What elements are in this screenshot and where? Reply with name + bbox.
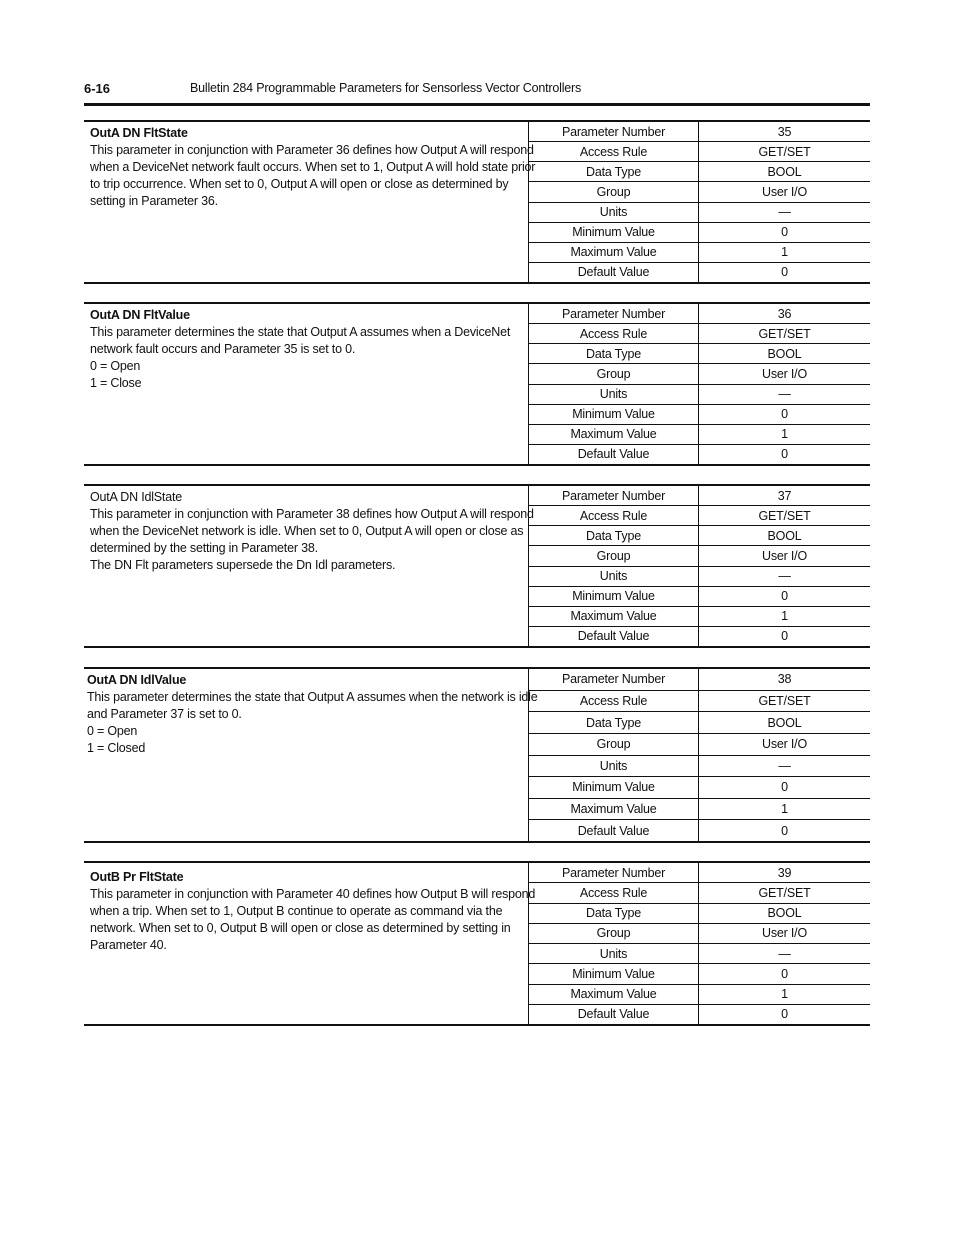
description-line: This parameter in conjunction with Parameter 38 defines how Output A will respond [90, 507, 534, 521]
spec-value: — [778, 946, 791, 961]
spec-row-units [529, 944, 870, 964]
description-line: setting in Parameter 36. [90, 194, 218, 208]
spec-label: Data Type [529, 344, 699, 363]
spec-value: 0 [781, 407, 788, 422]
spec-label: Data Type [529, 526, 699, 545]
spec-row-parameter-number [529, 486, 870, 506]
description-line: Parameter 40. [90, 938, 167, 952]
spec-row-access-rule [529, 691, 870, 713]
spec-value: GET/SET [758, 508, 811, 523]
description-line: and Parameter 37 is set to 0. [87, 707, 242, 721]
spec-label: Access Rule [529, 506, 699, 525]
spec-value: 0 [781, 225, 788, 240]
spec-row-access-rule [529, 142, 870, 162]
parameter-block-outa-dn-fltvalue [84, 302, 870, 466]
spec-row-maximum-value [529, 799, 870, 821]
parameter-spec-table [529, 122, 870, 282]
spec-value: 0 [781, 780, 788, 795]
spec-row-access-rule [529, 883, 870, 903]
spec-value: GET/SET [758, 885, 811, 900]
spec-value: 38 [777, 672, 792, 687]
parameter-name: OutB Pr FltState [90, 870, 184, 884]
spec-label: Parameter Number [529, 863, 699, 882]
parameter-spec-table [529, 863, 870, 1024]
spec-value: 0 [781, 823, 788, 838]
spec-row-group [529, 182, 870, 202]
spec-value: BOOL [767, 715, 802, 730]
spec-row-units [529, 203, 870, 223]
spec-label: Parameter Number [529, 486, 699, 505]
parameter-description [84, 863, 536, 1024]
description-line: This parameter determines the state that Output A assumes when the network is idle [87, 690, 538, 704]
spec-label: Group [529, 546, 699, 565]
description-line: when a trip. When set to 1, Output B continue to operate as command via the [90, 904, 503, 918]
spec-value: — [778, 387, 791, 402]
spec-label: Access Rule [529, 883, 699, 902]
spec-value: GET/SET [758, 326, 811, 341]
spec-value: 1 [781, 802, 788, 817]
spec-row-maximum-value [529, 985, 870, 1005]
parameter-spec-table [529, 486, 870, 646]
spec-value: 0 [781, 966, 788, 981]
spec-value: 1 [781, 245, 788, 260]
spec-row-access-rule [529, 324, 870, 344]
spec-value: User I/O [762, 184, 807, 199]
parameter-description [84, 486, 534, 646]
description-line: 0 = Open [87, 724, 138, 738]
spec-row-data-type [529, 712, 870, 734]
spec-label: Units [529, 203, 699, 222]
spec-row-default-value [529, 1005, 870, 1024]
spec-row-default-value [529, 820, 870, 841]
page-number: 6-16 [84, 81, 111, 96]
spec-label: Parameter Number [529, 669, 699, 690]
spec-row-default-value [529, 627, 870, 646]
spec-value: 0 [781, 447, 788, 462]
description-line: The DN Flt parameters supersede the Dn Idl parameters. [90, 558, 396, 572]
spec-value: GET/SET [758, 693, 811, 708]
spec-label: Minimum Value [529, 777, 699, 798]
spec-label: Maximum Value [529, 425, 699, 444]
spec-value: 35 [777, 124, 792, 139]
parameter-name: OutA DN IdlState [90, 490, 182, 504]
spec-value: GET/SET [758, 144, 811, 159]
spec-label: Default Value [529, 820, 699, 841]
description-line: network fault occurs and Parameter 35 is set to 0. [90, 342, 356, 356]
spec-value: 36 [777, 306, 792, 321]
spec-row-access-rule [529, 506, 870, 526]
spec-value: User I/O [762, 366, 807, 381]
spec-value: 1 [781, 609, 788, 624]
description-line: 1 = Closed [87, 741, 146, 755]
spec-value: 0 [781, 629, 788, 644]
description-line: This parameter in conjunction with Parameter 40 defines how Output B will respond [90, 887, 536, 901]
description-line: 1 = Close [90, 376, 142, 390]
parameter-block-outa-dn-fltstate [84, 120, 870, 284]
spec-label: Group [529, 924, 699, 943]
spec-row-maximum-value [529, 607, 870, 627]
parameter-name: OutA DN IdlValue [87, 673, 187, 687]
spec-value: 37 [777, 488, 792, 503]
spec-value: BOOL [767, 346, 802, 361]
parameter-description [84, 122, 536, 282]
spec-row-maximum-value [529, 243, 870, 263]
spec-row-default-value [529, 445, 870, 464]
spec-row-data-type [529, 526, 870, 546]
spec-value: — [778, 205, 791, 220]
description-line: This parameter in conjunction with Parameter 36 defines how Output A will respond [90, 143, 534, 157]
spec-label: Default Value [529, 263, 699, 282]
spec-row-group [529, 364, 870, 384]
spec-label: Access Rule [529, 691, 699, 712]
description-line: determined by the setting in Parameter 38. [90, 541, 318, 555]
spec-row-minimum-value [529, 777, 870, 799]
spec-label: Maximum Value [529, 799, 699, 820]
spec-row-data-type [529, 162, 870, 182]
parameter-name: OutA DN FltValue [90, 308, 190, 322]
spec-label: Minimum Value [529, 405, 699, 424]
spec-label: Minimum Value [529, 223, 699, 242]
spec-label: Default Value [529, 445, 699, 464]
description-line: network. When set to 0, Output B will open or close as determined by setting in [90, 921, 511, 935]
spec-value: User I/O [762, 926, 807, 941]
running-title: Bulletin 284 Programmable Parameters for Sensorless Vector Controllers [190, 81, 582, 95]
spec-label: Units [529, 385, 699, 404]
spec-value: 1 [781, 427, 788, 442]
parameter-spec-table [529, 669, 870, 841]
spec-row-parameter-number [529, 863, 870, 883]
spec-row-parameter-number [529, 122, 870, 142]
description-line: 0 = Open [90, 359, 141, 373]
spec-row-group [529, 734, 870, 756]
spec-row-data-type [529, 904, 870, 924]
spec-row-units [529, 567, 870, 587]
spec-row-minimum-value [529, 587, 870, 607]
spec-label: Access Rule [529, 324, 699, 343]
spec-row-group [529, 546, 870, 566]
spec-label: Minimum Value [529, 587, 699, 606]
spec-row-minimum-value [529, 223, 870, 243]
spec-value: 0 [781, 589, 788, 604]
spec-label: Units [529, 756, 699, 777]
spec-row-minimum-value [529, 964, 870, 984]
spec-label: Default Value [529, 627, 699, 646]
spec-row-maximum-value [529, 425, 870, 445]
spec-value: 1 [781, 987, 788, 1002]
description-line: to trip occurrence. When set to 0, Output A will open or close as determined by [90, 177, 509, 191]
spec-row-minimum-value [529, 405, 870, 425]
spec-value: 39 [777, 865, 792, 880]
spec-row-parameter-number [529, 304, 870, 324]
spec-label: Units [529, 567, 699, 586]
spec-value: — [778, 758, 791, 773]
parameter-spec-table [529, 304, 870, 464]
spec-value: — [778, 569, 791, 584]
parameter-block-outa-dn-idlstate [84, 484, 870, 648]
spec-row-data-type [529, 344, 870, 364]
parameter-name: OutA DN FltState [90, 126, 188, 140]
spec-label: Group [529, 182, 699, 201]
parameter-block-outb-pr-fltstate [84, 861, 870, 1026]
spec-value: User I/O [762, 737, 807, 752]
spec-label: Data Type [529, 162, 699, 181]
spec-label: Parameter Number [529, 122, 699, 141]
parameter-block-outa-dn-idlvalue [84, 667, 870, 843]
spec-row-units [529, 385, 870, 405]
header-rule [84, 103, 870, 106]
spec-value: 0 [781, 1007, 788, 1022]
spec-row-parameter-number [529, 669, 870, 691]
spec-label: Maximum Value [529, 243, 699, 262]
spec-value: User I/O [762, 548, 807, 563]
spec-label: Maximum Value [529, 607, 699, 626]
parameter-description [84, 669, 538, 841]
spec-label: Data Type [529, 712, 699, 733]
spec-row-units [529, 756, 870, 778]
spec-label: Minimum Value [529, 964, 699, 983]
page-header [84, 80, 870, 104]
description-line: This parameter determines the state that Output A assumes when a DeviceNet [90, 325, 511, 339]
description-line: when a DeviceNet network fault occurs. When set to 1, Output A will hold state prior [90, 160, 536, 174]
spec-label: Units [529, 944, 699, 963]
spec-label: Group [529, 734, 699, 755]
spec-label: Data Type [529, 904, 699, 923]
spec-row-default-value [529, 263, 870, 282]
spec-row-group [529, 924, 870, 944]
spec-value: 0 [781, 265, 788, 280]
spec-label: Default Value [529, 1005, 699, 1024]
description-line: when the DeviceNet network is idle. When set to 0, Output A will open or close as [90, 524, 524, 538]
spec-label: Maximum Value [529, 985, 699, 1004]
spec-value: BOOL [767, 528, 802, 543]
spec-label: Access Rule [529, 142, 699, 161]
spec-label: Parameter Number [529, 304, 699, 323]
spec-value: BOOL [767, 906, 802, 921]
spec-value: BOOL [767, 164, 802, 179]
parameter-description [84, 304, 529, 464]
spec-label: Group [529, 364, 699, 383]
